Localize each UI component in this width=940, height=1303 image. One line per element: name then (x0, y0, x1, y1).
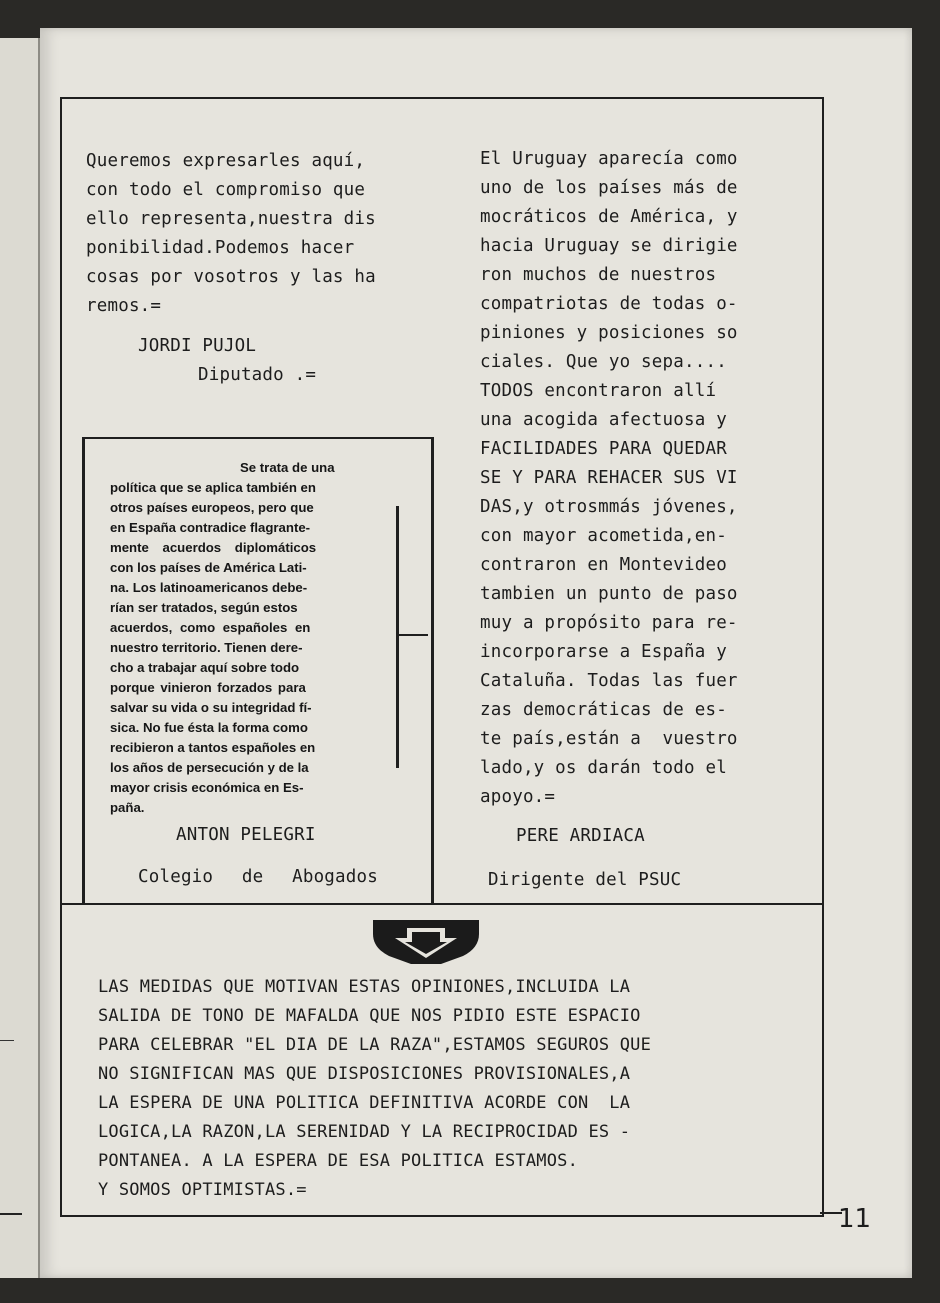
text-line: rían ser tratados, según estos (110, 600, 298, 615)
right-column-text (480, 145, 738, 812)
facing-page-rule (0, 1040, 14, 1041)
text-line: hacia Uruguay se dirigie (480, 236, 738, 256)
text-line: con los países de América Lati- (110, 560, 307, 575)
text-line: uno de los países más de (480, 178, 738, 198)
text-line: sica. No fue ésta la forma como (110, 720, 308, 735)
text-line: NO SIGNIFICAN MAS QUE DISPOSICIONES PROVISIONALES,A (98, 1064, 631, 1084)
text-line: Cataluña. Todas las fuer (480, 671, 738, 691)
text-line: mocráticos de América, y (480, 207, 738, 227)
signature-name: JORDI PUJOL (138, 336, 257, 356)
text-line: con todo el compromiso que (86, 180, 366, 200)
text-line: en España contradice flagrante- (110, 520, 311, 535)
quote-box-tick (398, 634, 428, 636)
text-line: apoyo.= (480, 787, 556, 807)
text-line: remos.= (86, 296, 162, 316)
signature-name: ANTON PELEGRI (176, 825, 316, 845)
text-line: porque vinieron forzados para (110, 680, 306, 695)
text-line: ciales. Que yo sepa.... (480, 352, 727, 372)
text-line: ron muchos de nuestros (480, 265, 717, 285)
page-number: 11 (838, 1204, 872, 1234)
text-line: te país,están a vuestro (480, 729, 738, 749)
text-line: zas democráticas de es- (480, 700, 727, 720)
text-line: ponibilidad.Podemos hacer (86, 238, 355, 258)
text-line: una acogida afectuosa y (480, 410, 727, 430)
text-line: acuerdos, como españoles en (110, 620, 311, 635)
text-line: nuestro territorio. Tienen dere- (110, 640, 303, 655)
quote-box-bar (396, 506, 399, 768)
text-line: El Uruguay aparecía como (480, 149, 738, 169)
text-line: mayor crisis económica en Es- (110, 780, 304, 795)
text-line: LAS MEDIDAS QUE MOTIVAN ESTAS OPINIONES,INCLUIDA LA (98, 977, 631, 997)
text-line: lado,y os darán todo el (480, 758, 727, 778)
down-arrow-icon (371, 918, 481, 966)
text-line: Y SOMOS OPTIMISTAS.= (98, 1180, 307, 1200)
text-line: paña. (110, 800, 145, 815)
text-line: Queremos expresarles aquí, (86, 151, 366, 171)
text-line: PONTANEA. A LA ESPERA DE ESA POLITICA ESTAMOS. (98, 1151, 579, 1171)
signature-role: Diputado .= (198, 365, 317, 385)
facing-page-rule (0, 1213, 22, 1215)
closing-statement (98, 973, 651, 1205)
text-line: mente acuerdos diplomáticos (110, 540, 317, 555)
signature-role: Dirigente del PSUC (488, 870, 682, 890)
text-line: salvar su vida o su integridad fí- (110, 700, 312, 715)
text-line: SALIDA DE TONO DE MAFALDA QUE NOS PIDIO ESTE ESPACIO (98, 1006, 641, 1026)
signature-name: PERE ARDIACA (516, 826, 645, 846)
text-line: piniones y posiciones so (480, 323, 738, 343)
text-line: contraron en Montevideo (480, 555, 727, 575)
left-column-text (86, 147, 376, 321)
text-line: otros países europeos, pero que (110, 500, 314, 515)
quote-box-text (110, 458, 374, 818)
text-line: recibieron a tantos españoles en (110, 740, 316, 755)
text-line: TODOS encontraron allí (480, 381, 717, 401)
text-line: LOGICA,LA RAZON,LA SERENIDAD Y LA RECIPROCIDAD ES - (98, 1122, 631, 1142)
text-line: DAS,y otrosmmás jóvenes, (480, 497, 738, 517)
text-line: ello representa,nuestra dis (86, 209, 376, 229)
text-line: na. Los latinoamericanos debe- (110, 580, 308, 595)
text-line: política que se aplica también en (110, 480, 316, 495)
facing-page-edge (0, 38, 40, 1278)
text-line: incorporarse a España y (480, 642, 727, 662)
text-line: FACILIDADES PARA QUEDAR (480, 439, 727, 459)
signature-role: Colegio de Abogados (138, 867, 378, 887)
text-line: con mayor acometida,en- (480, 526, 727, 546)
text-line: cho a trabajar aquí sobre todo (110, 660, 300, 675)
text-line: cosas por vosotros y las ha (86, 267, 376, 287)
text-line: muy a propósito para re- (480, 613, 738, 633)
text-line: LA ESPERA DE UNA POLITICA DEFINITIVA ACORDE CON LA (98, 1093, 631, 1113)
text-line: PARA CELEBRAR "EL DIA DE LA RAZA",ESTAMOS SEGUROS QUE (98, 1035, 652, 1055)
text-line: tambien un punto de paso (480, 584, 738, 604)
text-line: los años de persecución y de la (110, 760, 309, 775)
text-line: SE Y PARA REHACER SUS VI (480, 468, 738, 488)
text-line: compatriotas de todas o- (480, 294, 738, 314)
text-line: Se trata de una (240, 460, 335, 475)
